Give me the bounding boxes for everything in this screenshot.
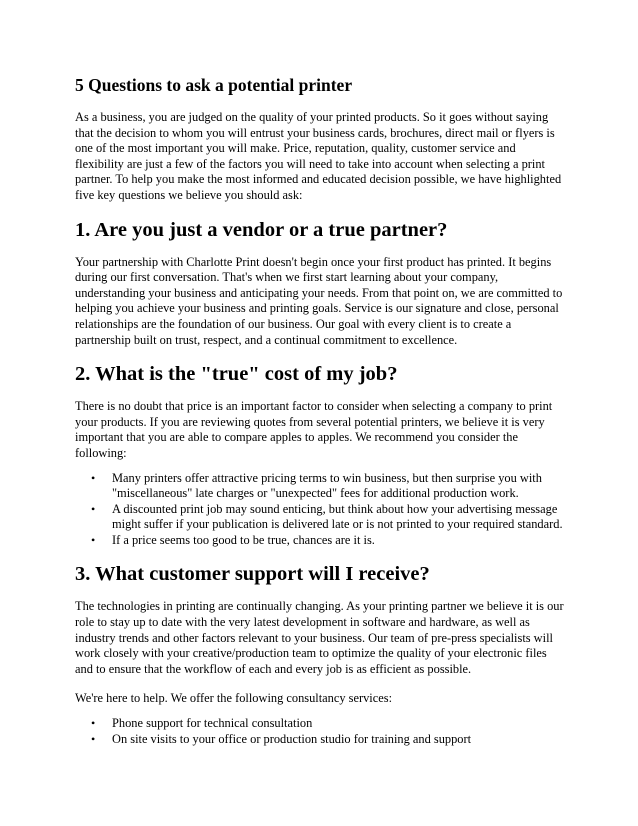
intro-paragraph: As a business, you are judged on the quality of your printed products. So it goes without saying that the decision to whom you will entrust your business cards, brochures, direct mail or flyers is one of the most important you will make. Price, reputation, quality, customer service and flexibility are just a few of the factors you will need to take into account when selecting a print partner. To help you make the most informed and educated decision possible, we have highlighted five key questions we believe you should ask: <box>75 110 562 202</box>
section-3-heading: 3. What customer support will I receive? <box>75 563 430 586</box>
bullet-icon: • <box>91 470 96 485</box>
bullet-icon: • <box>91 532 96 547</box>
section-3-paragraph: The technologies in printing are continually changing. As your printing partner we believe it is our role to stay up to date with the very latest development in software and hardware, as well as industry trends and other factors relevant to your business. Our team of pre-press specialists will work closely with your creative/production team to optimize the quality of your electronic files and to ensure that the workflow of each and every job is as efficient as possible. <box>75 599 564 676</box>
document-page <box>75 74 565 761</box>
list-item-text: Many printers offer attractive pricing terms to win business, but then surprise you with "miscellaneous" late charges or "unexpected" fees for additional production work. <box>112 470 542 501</box>
section-1-paragraph: Your partnership with Charlotte Print doesn't begin once your first product has printed. It begins during our first conversation. That's when we first start learning about your company, understanding your business and anticipating your needs. From that point on, we are committed to helping you achieve your business and printing goals. Service is our signature and close, personal relationships are the foundation of our business. Our goal with every client is to create a partnership built on trust, respect, and a continual commitment to excellence. <box>75 254 563 347</box>
bullet-icon: • <box>91 731 96 746</box>
document-title: 5 Questions to ask a potential printer <box>75 75 353 95</box>
section-3-bullet-list <box>75 716 565 747</box>
list-item-text: A discounted print job may sound enticing, but think about how your advertising message might suffer if your publication is delivered late or is not printed to your required standard. <box>112 501 563 532</box>
section-2-bullet-list <box>75 471 565 549</box>
section-2-paragraph: There is no doubt that price is an important factor to consider when selecting a company to print your products. If you are reviewing quotes from several potential printers, we believe it is very important that you are able to compare apples to apples. We recommend you consider the following: <box>75 399 553 460</box>
list-item <box>75 732 565 748</box>
list-item <box>75 533 565 549</box>
list-item <box>75 471 565 502</box>
bullet-icon: • <box>91 716 96 731</box>
list-item-text: On site visits to your office or production studio for training and support <box>112 731 472 746</box>
list-item <box>75 502 565 533</box>
list-item <box>75 716 565 732</box>
section-3-paragraph-2: We're here to help. We offer the following consultancy services: <box>75 691 393 706</box>
section-2-heading: 2. What is the "true" cost of my job? <box>75 363 398 386</box>
bullet-icon: • <box>91 501 96 516</box>
section-1-heading: 1. Are you just a vendor or a true partner? <box>75 218 448 241</box>
list-item-text: Phone support for technical consultation <box>112 716 313 731</box>
list-item-text: If a price seems too good to be true, chances are it is. <box>112 532 375 547</box>
